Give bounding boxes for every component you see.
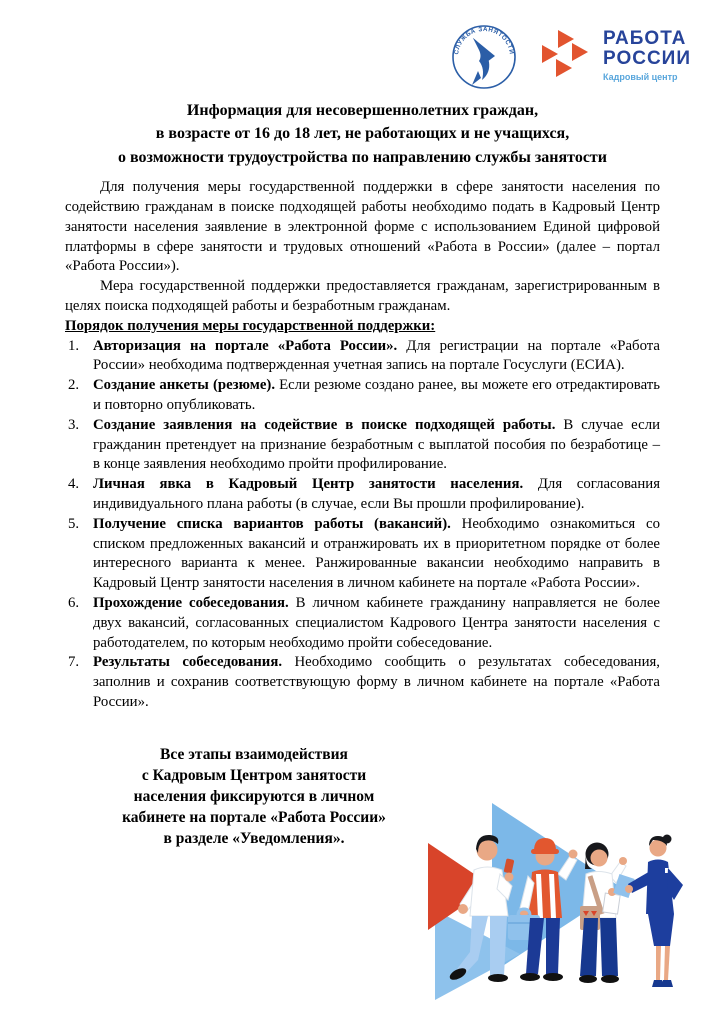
step-item (65, 653, 660, 712)
step-text: Для регистрации на портале «Работа России» необходима подтвержденная учетная запись на портале Госуслуги (ЕСИА). (93, 337, 661, 374)
step-item (65, 515, 660, 594)
footer-note (65, 744, 443, 849)
document-content (65, 99, 660, 849)
paragraph: Для получения меры государственной поддержки в сфере занятости населения по содействию гражданам в поиске подходящей работы необходимо подать в Кадровый Центр занятости населения заявление в электронной форме с использованием Единой цифровой платформы в сфере занятости и трудовых отношений «Работа в России» (далее – портал «Работа России»). (65, 179, 660, 275)
step-lead: Получение списка вариантов работы (вакансий). (93, 515, 451, 532)
emblem-arc-text: СЛУЖБА ЗАНЯТОСТИ (453, 25, 515, 56)
step-text: Необходимо ознакомиться со списком предложенных вакансий и отранжировать их в приоритетном порядке от более интересного варианта к менее. Ранжированные вакансии необходимо направить в Кадровый Центр занятости населения в личном кабинете на портале «Работа России». (93, 515, 661, 592)
header-logos (0, 16, 691, 94)
rabota-rossii-logo (541, 29, 691, 82)
step-item (65, 475, 660, 515)
logo-title-line1: РАБОТА (603, 27, 687, 49)
step-text: Для согласования индивидуального плана работы (в случае, если Вы прошли профилирование). (93, 476, 661, 512)
footer-note-line: с Кадровым Центром занятости (141, 766, 367, 784)
title-line: Информация для несовершеннолетних граждан, (186, 102, 539, 119)
step-lead: Результаты собеседования. (93, 654, 283, 671)
step-item (65, 594, 660, 653)
step-item (65, 416, 660, 475)
footer-note-line: населения фиксируются в личном (133, 787, 375, 805)
logo-title-line2: РОССИИ (603, 47, 691, 69)
step-text: В случае если гражданин претендует на признание безработным с выплатой пособия по безработице – в конце заявления необходимо пройти профилирование. (93, 416, 660, 473)
logo-triangles-icon (541, 29, 593, 81)
step-lead: Личная явка в Кадровый Центр занятости населения. (93, 476, 524, 493)
step-number: 3. (68, 416, 80, 433)
step-number: 6. (68, 594, 80, 611)
people-illustration (420, 788, 720, 1020)
employment-service-emblem-icon (445, 16, 523, 94)
step-text: Необходимо сообщить о результатах собеседования, заполнив и сохранив соответствующую форму в личном кабинете на портале «Работа России». (93, 654, 660, 710)
step-lead: Авторизация на портале «Работа России». (93, 337, 398, 354)
step-text: В личном кабинете гражданину направляется не более двух вакансий, согласованных специалистом Кадрового Центра занятости населения с работодателем, по которым необходимо пройти собеседование. (93, 594, 660, 651)
step-number: 1. (68, 337, 80, 354)
step-number: 7. (68, 654, 80, 671)
step-lead: Создание заявления на содействие в поиске подходящей работы. (93, 416, 556, 433)
logo-subtitle: Кадровый центр (603, 71, 678, 82)
section-heading: Порядок получения меры государственной поддержки: (65, 317, 436, 334)
step-item (65, 376, 660, 416)
step-lead: Создание анкеты (резюме). (93, 377, 276, 394)
logo-text (603, 29, 691, 82)
step-number: 2. (68, 377, 80, 394)
title-line: в возрасте от 16 до 18 лет, не работающих и не учащихся, (155, 125, 570, 143)
step-number: 5. (68, 515, 80, 532)
illustration-person-young-woman (579, 843, 627, 984)
footer-note-line: в разделе «Уведомления». (163, 829, 345, 847)
step-lead: Прохождение собеседования. (93, 594, 289, 611)
footer-note-line: кабинете на портале «Работа России» (122, 808, 386, 826)
step-item (65, 337, 660, 377)
footer-note-line: Все этапы взаимодействия (160, 745, 348, 763)
title-line: о возможности трудоустройства по направлению службы занятости (117, 148, 608, 166)
step-number: 4. (68, 476, 80, 493)
page-title (65, 99, 660, 169)
steps-list (65, 337, 660, 713)
paragraph: Мера государственной поддержки предоставляется гражданам, зарегистрированным в целях поиска подходящей работы и безработным гражданам. (65, 278, 660, 314)
step-text: Если резюме создано ранее, вы можете его отредактировать и повторно опубликовать. (93, 377, 660, 413)
falcon-icon (472, 38, 495, 85)
